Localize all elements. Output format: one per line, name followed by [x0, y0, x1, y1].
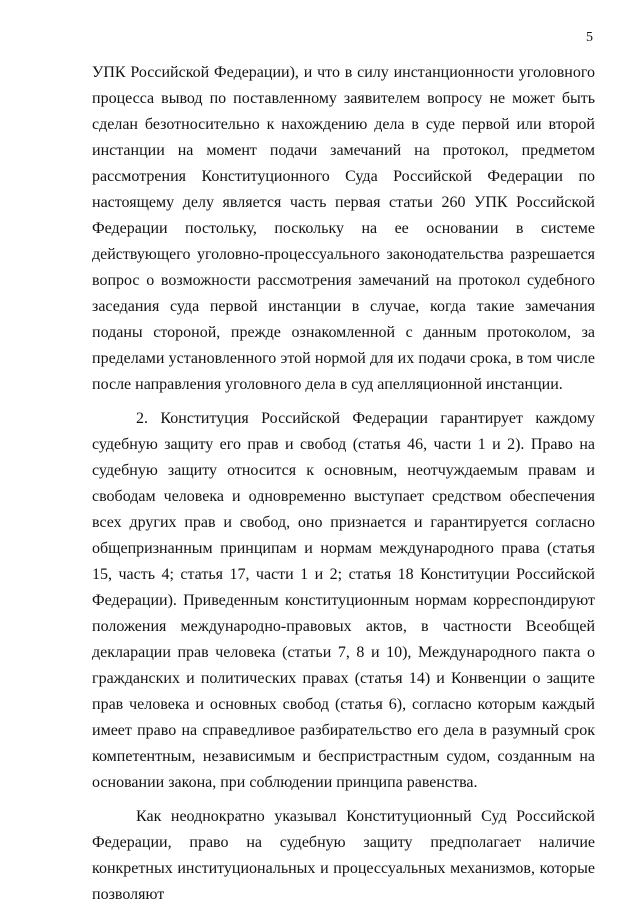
- page-number: 5: [586, 30, 593, 45]
- paragraph-section-2: 2. Конституция Российской Федерации гарантирует каждому судебную защиту его прав и свобод (статья 46, части 1 и 2). Право на судебную защиту относится к основным, неотчуждаемым правам и свободам человека и одновременно выступает средством обеспечения всех других прав и свобод, оно признается и гарантируется согласно общепризнанным принципам и нормам международного права (статья 15, часть 4; статья 17, части 1 и 2; статья 18 Конституции Российской Федерации). Приведенным конституционным нормам корреспондируют положения международно-правовых актов, в частности Всеобщей декларации прав человека (статьи 7, 8 и 10), Международного пакта о гражданских и политических правах (статья 14) и Конвенции о защите прав человека и основных свобод (статья 6), согласно которым каждый имеет право на справедливое разбирательство его дела в разумный срок компетентным, независимым и беспристрастным судом, созданным на основании закона, при соблюдении принципа равенства.: [92, 410, 595, 791]
- paragraph-continuation: УПК Российской Федерации), и что в силу инстанционности уголовного процесса вывод по поставленному заявителем вопросу не может быть сделан безотносительно к нахождению дела в суде первой или второй инстанции на момент подачи замечаний на протокол, предметом рассмотрения Конституционного Суда Российской Федерации по настоящему делу является часть первая статьи 260 УПК Российской Федерации постольку, поскольку на ее основании в системе действующего уголовно-процессуального законодательства разрешается вопрос о возможности рассмотрения замечаний на протокол судебного заседания суда первой инстанции в случае, когда такие замечания поданы стороной, прежде ознакомленной с данным протоколом, за пределами установленного этой нормой для их подачи срока, в том числе после направления уголовного дела в суд апелляционной инстанции.: [92, 64, 595, 393]
- paragraph-court-position: Как неоднократно указывал Конституционный Суд Российской Федерации, право на судебную защиту предполагает наличие конкретных институциональных и процессуальных механизмов, которые позволяют: [92, 808, 595, 903]
- document-body: [92, 60, 595, 916]
